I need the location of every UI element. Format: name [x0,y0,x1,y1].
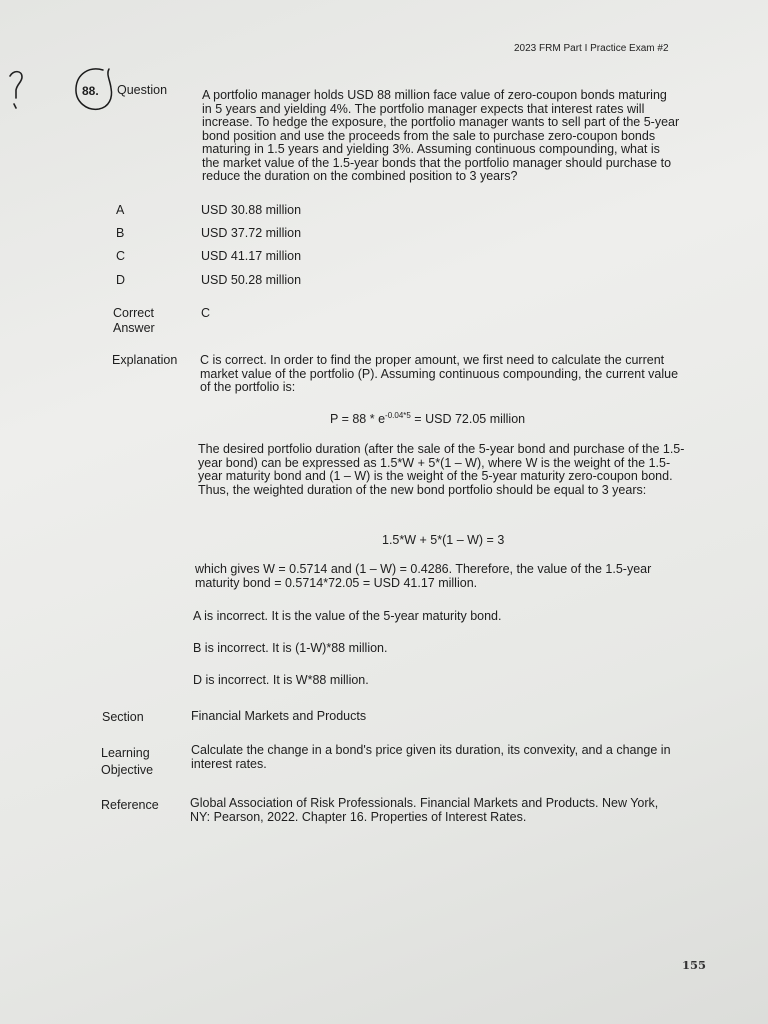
option-a-incorrect-note: A is incorrect. It is the value of the 5-year maturity bond. [193,609,502,623]
exam-header: 2023 FRM Part I Practice Exam #2 [514,43,669,54]
question-number: 88. [82,84,99,98]
equation-1-left: P = 88 * e [330,412,386,426]
option-d-letter: D [116,273,126,287]
handwritten-question-mark [4,68,30,110]
learning-objective-value: Calculate the change in a bond's price given its duration, its convexity, and a change in interest rates. [191,743,671,771]
option-d-incorrect-note: D is incorrect. It is W*88 million. [193,673,369,687]
reference-value: Global Association of Risk Professionals. Financial Markets and Products. New York, NY: Pearson, 2022. Chapter 16. Properties of Interest Rates. [190,796,659,824]
option-b-incorrect-note: B is incorrect. It is (1-W)*88 million. [193,641,388,655]
correct-label-line1: Correct [113,306,154,320]
option-b-letter: B [116,226,125,240]
equation-portfolio-value [330,412,525,426]
question-text: A portfolio manager holds USD 88 million face value of zero-coupon bonds maturing in 5 years and yielding 4%. The portfolio manager expects that interest rates will increase. To hedge the exposure, the portfolio manager wants to sell part of the 5-year bond position and use the proceeds from the sale to purchase zero-coupon bonds maturing in 1.5 years and yielding 3%. Assuming continuous compounding, what is the market value of the 1.5-year bonds that the portfolio manager should purchase to reduce the duration on the combined position to 3 years? [202,88,680,183]
explanation-para-1: C is correct. In order to find the proper amount, we first need to calculate the current market value of the portfolio (P). Assuming continuous compounding, the current value of the portfolio is: [200,353,679,394]
objective-label-line2: Objective [101,762,154,777]
option-c-letter: C [116,249,126,263]
option-c-text: USD 41.17 million [201,249,302,263]
learning-objective-label [101,747,153,777]
explanation-para-2: The desired portfolio duration (after the sale of the 5-year bond and purchase of the 1.5-year bond) can be expressed as 1.5*W + 5*(1 – W), where W is the weight of the 1.5-year maturity bond and (1 – W) is the weight of the 5-year maturity zero-coupon bond. Thus, the weighted duration of the new bond portfolio should be equal to 3 years: [198,442,685,497]
equation-duration: 1.5*W + 5*(1 – W) = 3 [382,533,505,547]
objective-label-line1: Learning [101,746,150,760]
explanation-para-3: which gives W = 0.5714 and (1 – W) = 0.4286. Therefore, the value of the 1.5-year maturity bond = 0.5714*72.05 = USD 41.17 million. [195,562,652,590]
option-a-text: USD 30.88 million [201,203,302,217]
equation-1-right: = USD 72.05 million [410,412,526,426]
explanation-label: Explanation [112,353,178,367]
correct-answer-value: C [201,306,211,320]
correct-label-line2: Answer [113,320,155,335]
correct-answer-label [113,307,155,335]
section-value: Financial Markets and Products [191,709,367,723]
option-b-text: USD 37.72 million [201,226,302,240]
equation-1-exponent: -0.04*5 [385,411,411,420]
option-a-letter: A [116,203,125,217]
option-d-text: USD 50.28 million [201,273,302,287]
page-number: 155 [682,958,707,972]
section-label: Section [102,710,144,724]
reference-label: Reference [101,798,159,812]
question-label: Question [117,83,168,97]
